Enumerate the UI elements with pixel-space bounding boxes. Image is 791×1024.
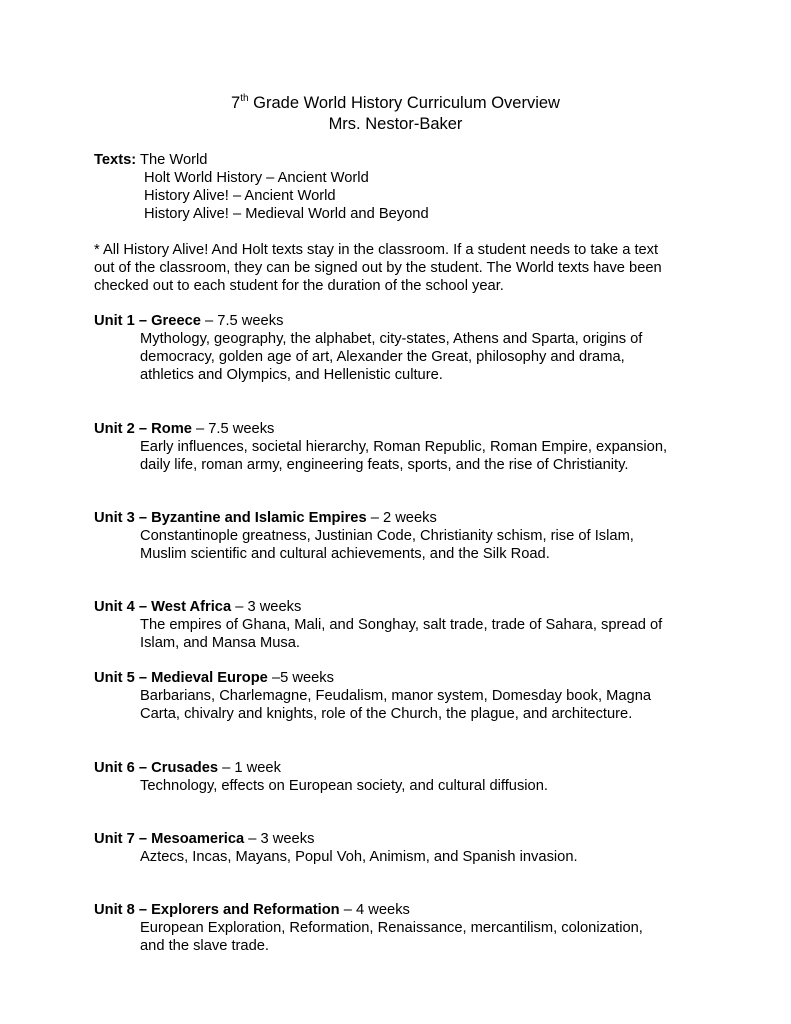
note-line: * All History Alive! And Holt texts stay in the classroom. If a student needs to take a text — [94, 242, 659, 258]
unit-duration: – 1 week — [218, 760, 281, 776]
grade-superscript: th — [240, 92, 249, 104]
unit-description-line: The empires of Ghana, Mali, and Songhay, salt trade, trade of Sahara, spread of — [140, 617, 663, 633]
teacher-name: Mrs. Nestor-Baker — [328, 115, 463, 133]
unit-description-line: and the slave trade. — [140, 938, 270, 954]
unit-2 — [94, 420, 714, 474]
unit-3 — [94, 509, 714, 563]
unit-title: Unit 7 – Mesoamerica — [94, 831, 245, 847]
texts-section — [94, 151, 429, 223]
unit-title: Unit 1 – Greece — [94, 313, 201, 329]
textbook-note — [94, 241, 714, 295]
unit-description-line: Technology, effects on European society, and cultural diffusion. — [140, 778, 548, 794]
text-item: The World — [140, 152, 208, 168]
unit-duration: – 2 weeks — [366, 510, 437, 526]
unit-title: Unit 8 – Explorers and Reformation — [94, 902, 340, 918]
unit-duration: – 3 weeks — [244, 831, 315, 847]
page-title — [0, 93, 791, 113]
grade-number: 7 — [231, 94, 241, 112]
text-item: History Alive! – Medieval World and Beyond — [144, 206, 429, 222]
unit-title: Unit 6 – Crusades — [94, 760, 219, 776]
unit-description-line: Carta, chivalry and knights, role of the Church, the plague, and architecture. — [140, 706, 633, 722]
unit-title: Unit 2 – Rome — [94, 421, 192, 437]
unit-description-line: daily life, roman army, engineering feats, sports, and the rise of Christianity. — [140, 457, 629, 473]
title-text: Grade World History Curriculum Overview — [248, 94, 560, 112]
unit-description-line: athletics and Olympics, and Hellenistic culture. — [140, 367, 443, 383]
unit-4 — [94, 598, 714, 652]
unit-description-line: Constantinople greatness, Justinian Code, Christianity schism, rise of Islam, — [140, 528, 634, 544]
unit-1 — [94, 312, 714, 384]
unit-duration: – 7.5 weeks — [200, 313, 284, 329]
unit-6 — [94, 759, 714, 795]
unit-description-line: Barbarians, Charlemagne, Feudalism, manor system, Domesday book, Magna — [140, 688, 652, 704]
unit-duration: –5 weeks — [267, 670, 334, 686]
unit-description-line: Early influences, societal hierarchy, Roman Republic, Roman Empire, expansion, — [140, 439, 668, 455]
unit-description-line: European Exploration, Reformation, Renaissance, mercantilism, colonization, — [140, 920, 643, 936]
unit-duration: – 3 weeks — [231, 599, 302, 615]
unit-duration: – 7.5 weeks — [191, 421, 275, 437]
unit-8 — [94, 901, 714, 955]
unit-duration: – 4 weeks — [339, 902, 410, 918]
unit-title: Unit 5 – Medieval Europe — [94, 670, 268, 686]
unit-description-line: Aztecs, Incas, Mayans, Popul Voh, Animism, and Spanish invasion. — [140, 849, 578, 865]
unit-title: Unit 4 – West Africa — [94, 599, 232, 615]
unit-description-line: Islam, and Mansa Musa. — [140, 635, 300, 651]
unit-7 — [94, 830, 714, 866]
note-line: checked out to each student for the duration of the school year. — [94, 278, 504, 294]
unit-5 — [94, 669, 714, 723]
text-item: Holt World History – Ancient World — [144, 170, 369, 186]
unit-description-line: Mythology, geography, the alphabet, city-states, Athens and Sparta, origins of — [140, 331, 643, 347]
text-item: History Alive! – Ancient World — [144, 188, 336, 204]
unit-title: Unit 3 – Byzantine and Islamic Empires — [94, 510, 367, 526]
texts-label: Texts: — [94, 152, 137, 168]
unit-description-line: democracy, golden age of art, Alexander the Great, philosophy and drama, — [140, 349, 625, 365]
note-line: out of the classroom, they can be signed out by the student. The World texts have been — [94, 260, 662, 276]
unit-description-line: Muslim scientific and cultural achievements, and the Silk Road. — [140, 546, 550, 562]
